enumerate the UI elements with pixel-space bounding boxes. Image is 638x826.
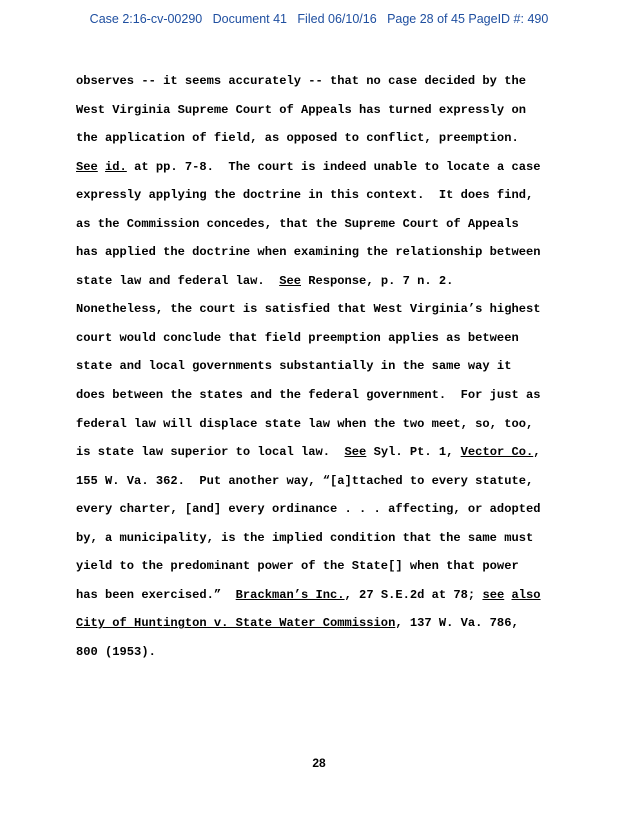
- citation-id: id.: [105, 159, 127, 174]
- citation-signal-see: See: [344, 445, 367, 460]
- text-line: 800 (1953).: [76, 644, 156, 659]
- text-line: observes -- it seems accurately -- that no case decided by the: [76, 74, 526, 88]
- text-line: [76, 441, 576, 470]
- text-line: has applied the doctrine when examining the relationship between: [76, 245, 541, 260]
- text-line: West Virginia Supreme Court of Appeals has turned expressly on: [76, 102, 526, 117]
- text-line: [76, 270, 576, 299]
- text-line: [76, 156, 576, 185]
- text-line: court would conclude that field preemption applies as between: [76, 330, 519, 345]
- opinion-body: [76, 70, 576, 669]
- text-span: at pp. 7-8. The court is indeed unable to locate a case: [126, 159, 541, 174]
- citation-signal-see: See: [279, 273, 301, 288]
- text-span: Syl. Pt. 1,: [366, 445, 461, 460]
- text-line: expressly applying the doctrine in this context. It does find,: [76, 188, 534, 203]
- text-line: does between the states and the federal government. For just as: [76, 388, 541, 403]
- citation-signal-see: See: [76, 159, 98, 174]
- case-header-stamp: Case 2:16-cv-00290 Document 41 Filed 06/10/16 Page 28 of 45 PageID #: 490: [89, 12, 549, 26]
- text-line: 155 W. Va. 362. Put another way, “[a]ttached to every statute,: [76, 473, 534, 488]
- text-line: yield to the predominant power of the State[] when that power: [76, 559, 519, 574]
- case-name-citation: Vector Co.: [460, 445, 534, 460]
- text-span: [504, 588, 511, 602]
- text-line: [76, 584, 576, 613]
- text-line: federal law will displace state law when the two meet, so, too,: [76, 416, 534, 431]
- text-span: , 27 S.E.2d at 78;: [344, 587, 483, 602]
- text-span: ,: [533, 445, 541, 460]
- citation-signal-also: also: [511, 587, 541, 602]
- case-name-citation: Brackman’s Inc.: [235, 587, 345, 602]
- text-line: the application of field, as opposed to conflict, preemption.: [76, 131, 519, 146]
- text-line: Nonetheless, the court is satisfied that West Virginia’s highest: [76, 302, 541, 317]
- text-line: every charter, [and] every ordinance . . . affecting, or adopted: [76, 502, 541, 517]
- text-span: has been exercised.”: [76, 587, 236, 602]
- text-line: as the Commission concedes, that the Supreme Court of Appeals: [76, 216, 519, 231]
- text-span: Response, p. 7 n. 2.: [301, 273, 454, 288]
- text-span: state law and federal law.: [76, 273, 280, 288]
- text-line: [76, 612, 576, 641]
- case-name-citation: City of Huntington v. State Water Commission: [76, 616, 396, 631]
- page-number: 28: [312, 756, 326, 770]
- citation-signal-see: see: [482, 587, 505, 602]
- text-span: is state law superior to local law.: [76, 445, 345, 460]
- text-line: by, a municipality, is the implied condition that the same must: [76, 530, 534, 545]
- text-line: state and local governments substantially in the same way it: [76, 359, 512, 374]
- text-span: , 137 W. Va. 786,: [395, 616, 519, 631]
